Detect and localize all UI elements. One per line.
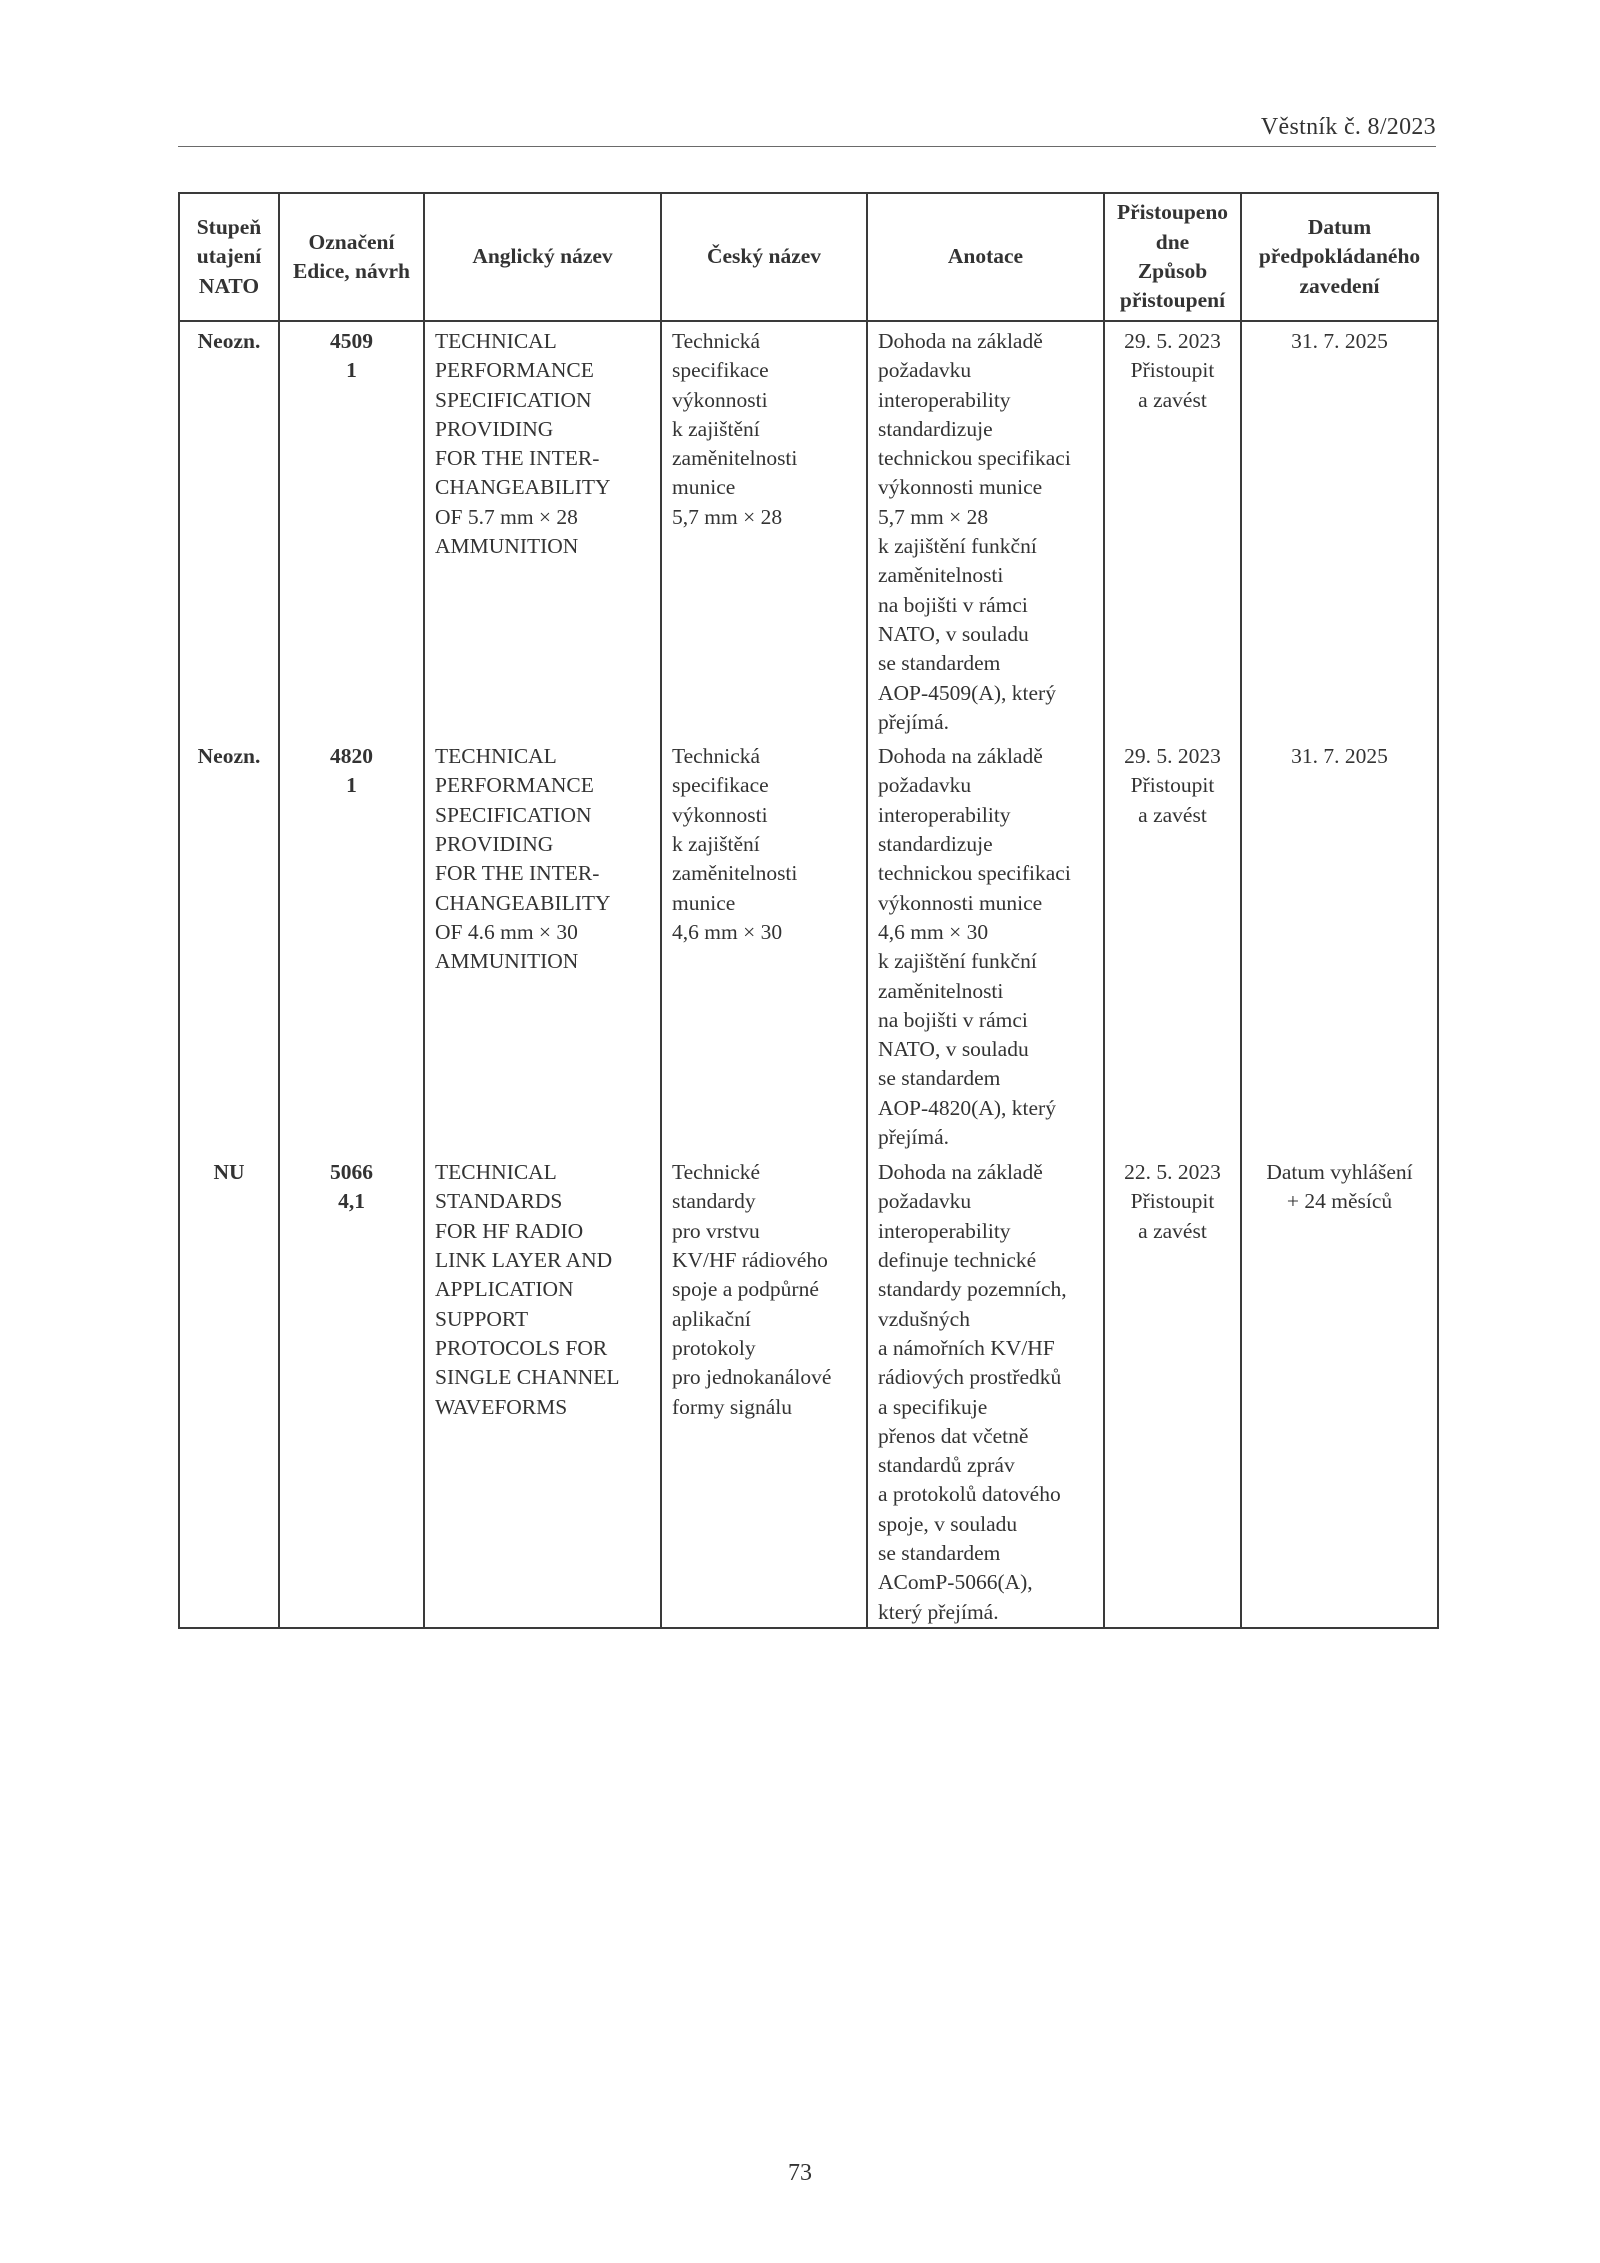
table-row [179,321,1438,737]
cell-czech-name: Technická specifikace výkonnosti k zajištění zaměnitelnosti munice 5,7 mm × 28 [661,321,867,737]
cell-designation: 5066 4,1 [279,1153,424,1628]
cell-implementation-date: Datum vyhlášení + 24 měsíců [1241,1153,1438,1628]
column-header-accession: Přistoupeno dne Způsob přistoupení [1104,193,1241,321]
cell-classification: Neozn. [179,737,279,1153]
cell-designation: 4509 1 [279,321,424,737]
standards-table [178,192,1439,1629]
cell-english-name: TECHNICAL PERFORMANCE SPECIFICATION PROVIDING FOR THE INTER- CHANGEABILITY OF 5.7 mm × 28 AMMUNITION [424,321,661,737]
cell-implementation-date: 31. 7. 2025 [1241,321,1438,737]
cell-classification: NU [179,1153,279,1628]
table-row [179,737,1438,1153]
cell-accession: 22. 5. 2023 Přistoupit a zavést [1104,1153,1241,1628]
journal-issue-label: Věstník č. 8/2023 [1260,114,1436,140]
cell-english-name: TECHNICAL STANDARDS FOR HF RADIO LINK LAYER AND APPLICATION SUPPORT PROTOCOLS FOR SINGLE CHANNEL WAVEFORMS [424,1153,661,1628]
table-row [179,1153,1438,1628]
cell-annotation: Dohoda na základě požadavku interoperability standardizuje technickou specifikaci výkonnosti munice 4,6 mm × 30 k zajištění funkční zaměnitelnosti na bojišti v rámci NATO, v souladu se standardem AOP-4820(A), který přejímá. [867,737,1104,1153]
cell-czech-name: Technická specifikace výkonnosti k zajištění zaměnitelnosti munice 4,6 mm × 30 [661,737,867,1153]
cell-classification: Neozn. [179,321,279,737]
column-header-czech-name: Český název [661,193,867,321]
cell-czech-name: Technické standardy pro vrstvu KV/HF rádiového spoje a podpůrné aplikační protokoly pro jednokanálové formy signálu [661,1153,867,1628]
column-header-designation: Označení Edice, návrh [279,193,424,321]
cell-accession: 29. 5. 2023 Přistoupit a zavést [1104,737,1241,1153]
page-header [178,110,1436,147]
cell-accession: 29. 5. 2023 Přistoupit a zavést [1104,321,1241,737]
column-header-classification: Stupeň utajení NATO [179,193,279,321]
cell-annotation: Dohoda na základě požadavku interoperability standardizuje technickou specifikaci výkonnosti munice 5,7 mm × 28 k zajištění funkční zaměnitelnosti na bojišti v rámci NATO, v souladu se standardem AOP-4509(A), který přejímá. [867,321,1104,737]
column-header-english-name: Anglický název [424,193,661,321]
table-header-row [179,193,1438,321]
cell-designation: 4820 1 [279,737,424,1153]
page-number: 73 [788,2160,812,2186]
cell-implementation-date: 31. 7. 2025 [1241,737,1438,1153]
cell-english-name: TECHNICAL PERFORMANCE SPECIFICATION PROVIDING FOR THE INTER- CHANGEABILITY OF 4.6 mm × 30 AMMUNITION [424,737,661,1153]
column-header-annotation: Anotace [867,193,1104,321]
column-header-implementation-date: Datum předpokládaného zavedení [1241,193,1438,321]
cell-annotation: Dohoda na základě požadavku interoperability definuje technické standardy pozemních, vzdušných a námořních KV/HF rádiových prostředků a specifikuje přenos dat včetně standardů zpráv a protokolů datového spoje, v souladu se standardem AComP-5066(A), který přejímá. [867,1153,1104,1628]
